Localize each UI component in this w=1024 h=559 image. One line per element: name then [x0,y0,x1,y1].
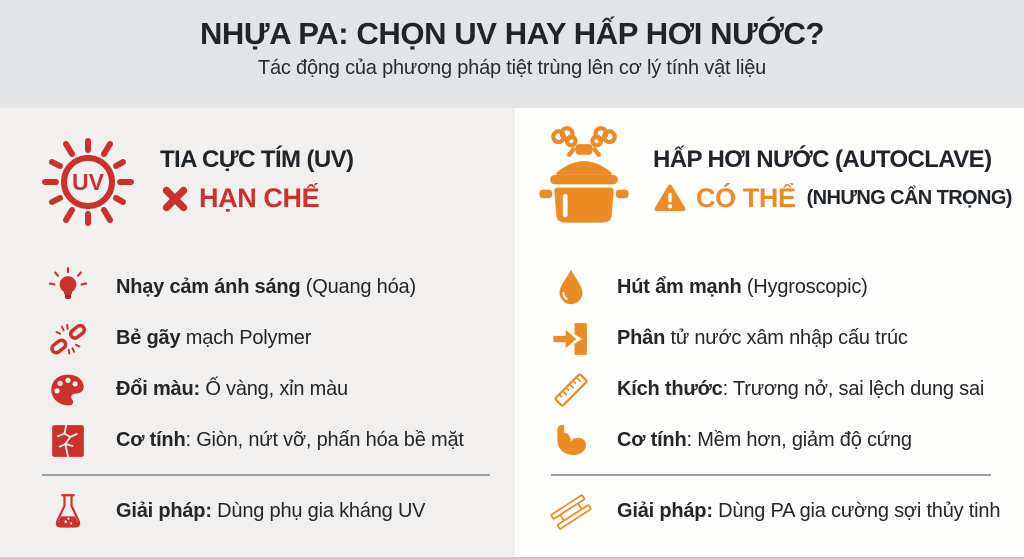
warning-triangle-icon [653,183,687,214]
steam-pot-icon [531,124,637,230]
uv-column [0,108,515,557]
autoclave-verdict-note: (NHƯNG CẨN TRỌNG) [806,187,1012,209]
list-item: Đổi màu: Ố vàng, xỉn màu [0,364,515,415]
title-bar [0,0,1024,108]
flask-icon [46,490,90,534]
divider [551,474,991,476]
list-item: Phân tử nước xâm nhập cấu trúc [515,313,1024,364]
uv-verdict-label: HẠN CHẾ [199,183,320,213]
broken-chain-icon [46,317,90,361]
ruler-icon [549,368,593,412]
uv-column-header [0,108,515,232]
autoclave-column-title: HẤP HƠI NƯỚC (AUTOCLAVE) [653,146,992,173]
list-item: Kích thước: Trương nở, sai lệch dung sai [515,364,1024,415]
palette-icon [46,368,90,412]
ibeam-icon [549,490,593,534]
autoclave-column-header [515,108,1024,230]
uv-verdict [160,183,353,214]
solution-item: Giải pháp: Dùng PA gia cường sợi thủy tinh [515,486,1024,537]
list-item: Cơ tính: Mềm hơn, giảm độ cứng [515,415,1024,466]
x-mark-icon [160,184,190,214]
solution-item: Giải pháp: Dùng phụ gia kháng UV [0,486,515,537]
autoclave-item-list [515,262,1024,537]
page-subtitle: Tác động của phương pháp tiệt trùng lên cơ lý tính vật liệu [257,57,767,80]
autoclave-verdict [653,183,1012,214]
list-item: Hút ẩm mạnh (Hygroscopic) [515,262,1024,313]
muscle-icon [549,419,593,463]
uv-column-title: TIA CỰC TÍM (UV) [160,146,354,173]
autoclave-column [515,108,1024,557]
water-drop-icon [549,266,593,310]
lightbulb-icon [46,266,90,310]
list-item: Nhạy cảm ánh sáng (Quang hóa) [0,262,515,313]
autoclave-verdict-label: CÓ THỂ [696,183,796,213]
list-item: Cơ tính: Giòn, nứt vỡ, phấn hóa bề mặt [0,415,515,466]
page-title: NHỰA PA: CHỌN UV HAY HẤP HƠI NƯỚC? [199,16,825,51]
divider [42,474,490,476]
sun-uv-icon [38,132,138,232]
svg-text:UV: UV [72,169,104,195]
arrow-penetration-icon [549,317,593,361]
uv-item-list [0,262,515,537]
list-item: Bẻ gãy mạch Polymer [0,313,515,364]
cracked-square-icon [46,419,90,463]
